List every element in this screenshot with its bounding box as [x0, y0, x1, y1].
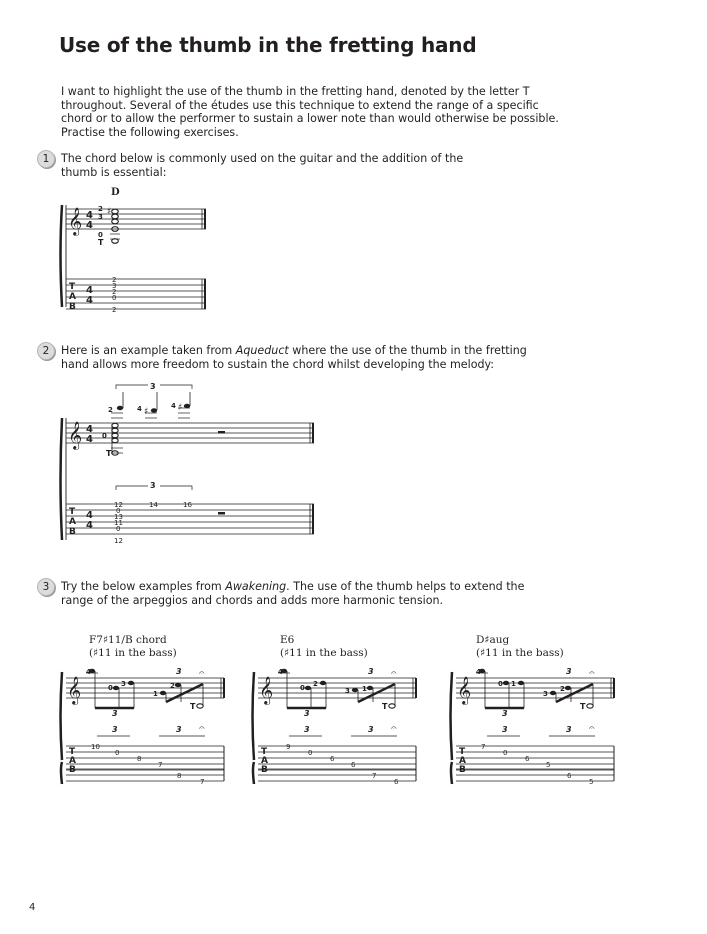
exercise-3-tab-overflow: [0, 762, 707, 792]
treble-clef-icon: 𝄞: [67, 676, 82, 704]
fingering: 2: [98, 205, 103, 213]
tab-letter: T: [69, 507, 76, 517]
fingering: 0: [108, 684, 113, 692]
exercise-number-badge: 3: [37, 578, 55, 596]
system-brace: [253, 672, 255, 760]
intro-line: I want to highlight the use of the thumb in the fretting hand, denoted by the letter T: [61, 85, 530, 98]
half-rest-icon: [218, 431, 225, 434]
tab-letter: B: [459, 765, 466, 775]
fingering: 3: [345, 687, 350, 695]
time-signature-top: 4: [86, 210, 93, 221]
fingering: 3: [121, 680, 126, 688]
tuplet-number: 3: [304, 709, 310, 718]
treble-clef-icon: 𝄞: [68, 421, 83, 449]
tuplet-number: 3: [368, 667, 374, 676]
svg-text:14: 14: [149, 501, 158, 509]
exercise-text-line: range of the arpeggios and chords and adds more harmonic tension.: [61, 593, 444, 607]
tab-numbers: [114, 501, 192, 545]
svg-text:12: 12: [114, 537, 123, 545]
svg-text:6: 6: [525, 755, 530, 763]
svg-text:0: 0: [116, 525, 121, 533]
svg-text:6: 6: [394, 778, 399, 786]
tuplet-number: 3: [502, 709, 508, 718]
fingering: 1: [153, 690, 158, 698]
exercise-number-badge: 2: [37, 342, 55, 360]
exercise-3a-notation: [58, 662, 238, 775]
exercise-2-text: [61, 344, 527, 371]
exercise-text-segment: where the use of the thumb in the fretting: [288, 344, 527, 357]
page-title: Use of the thumb in the fretting hand: [59, 33, 477, 57]
thumb-fingering: T: [382, 702, 388, 711]
tab-numbers: [112, 276, 116, 314]
svg-text:0: 0: [115, 749, 120, 757]
fermata-icon: 𝄐: [391, 668, 397, 679]
tab-letter: A: [69, 292, 76, 302]
bass-note-note: (♯11 in the bass): [280, 647, 368, 659]
time-signature-bottom: 4: [86, 434, 93, 445]
system-brace: [61, 418, 63, 540]
tuplet-number: 3: [566, 667, 572, 676]
tuplet-number: 3: [502, 725, 508, 734]
treble-clef-icon: 𝄞: [68, 207, 83, 235]
svg-text:5: 5: [546, 761, 551, 769]
tuplet-number: 3: [112, 725, 118, 734]
fingering: 0: [300, 684, 305, 692]
system-brace: [61, 672, 63, 760]
svg-text:0: 0: [503, 749, 508, 757]
svg-text:13: 13: [114, 513, 123, 521]
time-signature-bottom: 4: [86, 295, 93, 306]
exercise-text-line: thumb is essential:: [61, 165, 167, 179]
tab-letter: A: [69, 756, 76, 766]
time-signature-bottom: 4: [86, 220, 93, 231]
tab-letter: T: [459, 747, 466, 757]
page-number: 4: [29, 902, 36, 913]
tab-letter: B: [69, 765, 76, 775]
chord-name: D: [111, 187, 120, 198]
tuplet-number: 3: [112, 709, 118, 718]
treble-clef-icon: 𝄞: [457, 676, 472, 704]
bass-note-note: (♯11 in the bass): [89, 647, 177, 659]
svg-text:9: 9: [286, 743, 291, 751]
fingering: 2: [170, 682, 175, 690]
piece-title: Awakening: [225, 580, 287, 593]
tab-letter: B: [69, 302, 76, 312]
svg-text:7: 7: [481, 743, 486, 751]
tuplet-number: 3: [566, 725, 572, 734]
svg-text:2: 2: [112, 276, 117, 284]
svg-text:16: 16: [183, 501, 192, 509]
svg-text:7: 7: [158, 761, 163, 769]
tuplet-number: 3: [150, 382, 156, 391]
chord-name: E6: [280, 634, 295, 646]
exercise-number-badge: 1: [37, 150, 55, 168]
fingering: 2: [313, 680, 318, 688]
svg-text:0: 0: [112, 294, 117, 302]
exercise-text-line: hand allows more freedom to sustain the chord whilst developing the melody:: [61, 357, 495, 371]
exercise-1-text: [61, 152, 463, 179]
svg-text:8: 8: [177, 772, 182, 780]
exercise-3b-notation: [250, 662, 430, 775]
fingering: 1: [511, 680, 516, 688]
tab-letter: T: [69, 282, 76, 292]
fingering: 1: [362, 685, 367, 693]
system-brace: [451, 672, 453, 760]
tuplet-number: 3: [304, 725, 310, 734]
intro-line: throughout. Several of the études use this technique to extend the range of a specific: [61, 98, 539, 112]
fermata-icon: 𝄐: [199, 723, 205, 734]
chord-label: [89, 634, 177, 660]
fingering: 2: [560, 685, 565, 693]
fermata-icon: 𝄐: [589, 723, 595, 734]
svg-text:2: 2: [112, 306, 117, 314]
thumb-fingering: T: [98, 238, 104, 247]
fermata-icon: 𝄐: [199, 668, 205, 679]
sharp-icon: ♯: [107, 207, 112, 217]
tab-letter: T: [69, 747, 76, 757]
fermata-icon: 𝄐: [589, 668, 595, 679]
system-brace: [61, 205, 63, 307]
sharp-icon: ♯: [144, 407, 149, 417]
chord-name: D♯aug: [476, 634, 510, 646]
fingering: 0: [102, 432, 107, 440]
chord-label: [280, 634, 368, 660]
treble-clef-icon: 𝄞: [259, 676, 274, 704]
tab-numbers: [177, 772, 593, 786]
intro-line: chord or to allow the performer to sustain a lower note than would otherwise be possible.: [61, 112, 559, 126]
exercise-text-segment: Try the below examples from: [61, 580, 226, 593]
time-signature-top: 4: [86, 285, 93, 296]
fingering: 3: [98, 213, 103, 221]
exercise-3c-notation: [448, 662, 628, 775]
time-signature-top: 4: [86, 424, 93, 435]
svg-text:11: 11: [114, 519, 123, 527]
thumb-fingering: T: [190, 702, 196, 711]
sharp-icon: ♯: [178, 403, 183, 413]
tuplet-number: 3: [150, 481, 156, 490]
thumb-fingering: T: [106, 449, 112, 458]
tab-letter: B: [69, 527, 76, 537]
tab-letter: A: [69, 517, 76, 527]
exercise-text-line: The chord below is commonly used on the guitar and the addition of the: [61, 152, 464, 165]
fermata-icon: 𝄐: [391, 723, 397, 734]
svg-text:0: 0: [116, 507, 121, 515]
svg-text:0: 0: [308, 749, 313, 757]
intro-paragraph: [61, 85, 559, 139]
tab-letter: B: [261, 765, 268, 775]
tab-letter: T: [261, 747, 268, 757]
chord-label: [476, 634, 564, 660]
fingering: 0: [498, 680, 503, 688]
svg-text:8: 8: [137, 755, 142, 763]
fingering: 4: [476, 668, 481, 676]
svg-text:12: 12: [114, 501, 123, 509]
intro-line: Practise the following exercises.: [61, 125, 239, 139]
thumb-fingering: T: [580, 702, 586, 711]
svg-text:6: 6: [351, 761, 356, 769]
svg-text:10: 10: [91, 743, 100, 751]
exercise-text-segment: . The use of the thumb helps to extend the: [286, 580, 525, 593]
time-signature-top: 4: [86, 510, 93, 521]
svg-text:7: 7: [200, 778, 205, 786]
chord-noteheads: [112, 209, 119, 243]
fingering: 4: [137, 405, 142, 413]
fingering: 4: [86, 668, 91, 676]
svg-text:5: 5: [589, 778, 594, 786]
fingering: 4: [171, 402, 176, 410]
exercise-3-text: [61, 580, 524, 607]
tuplet-number: 3: [176, 725, 182, 734]
chord-name: F7♯11/B chord: [89, 634, 167, 646]
exercise-text-segment: Here is an example taken from: [61, 344, 236, 357]
fingering: 2: [108, 406, 113, 414]
svg-text:3: 3: [112, 282, 117, 290]
bass-note-note: (♯11 in the bass): [476, 647, 564, 659]
tab-letter: A: [261, 756, 268, 766]
fingering: 4: [278, 668, 283, 676]
exercise-1-notation: [58, 183, 218, 318]
piece-title: Aqueduct: [235, 344, 289, 357]
fingering: 0: [98, 231, 103, 239]
time-signature-bottom: 4: [86, 520, 93, 531]
exercise-2-notation: [58, 380, 328, 550]
svg-text:6: 6: [330, 755, 335, 763]
svg-text:6: 6: [567, 772, 572, 780]
fingering: 3: [543, 690, 548, 698]
tuplet-number: 3: [368, 725, 374, 734]
svg-text:2: 2: [112, 288, 117, 296]
tuplet-number: 3: [176, 667, 182, 676]
tab-letter: A: [459, 756, 466, 766]
svg-text:7: 7: [372, 772, 377, 780]
